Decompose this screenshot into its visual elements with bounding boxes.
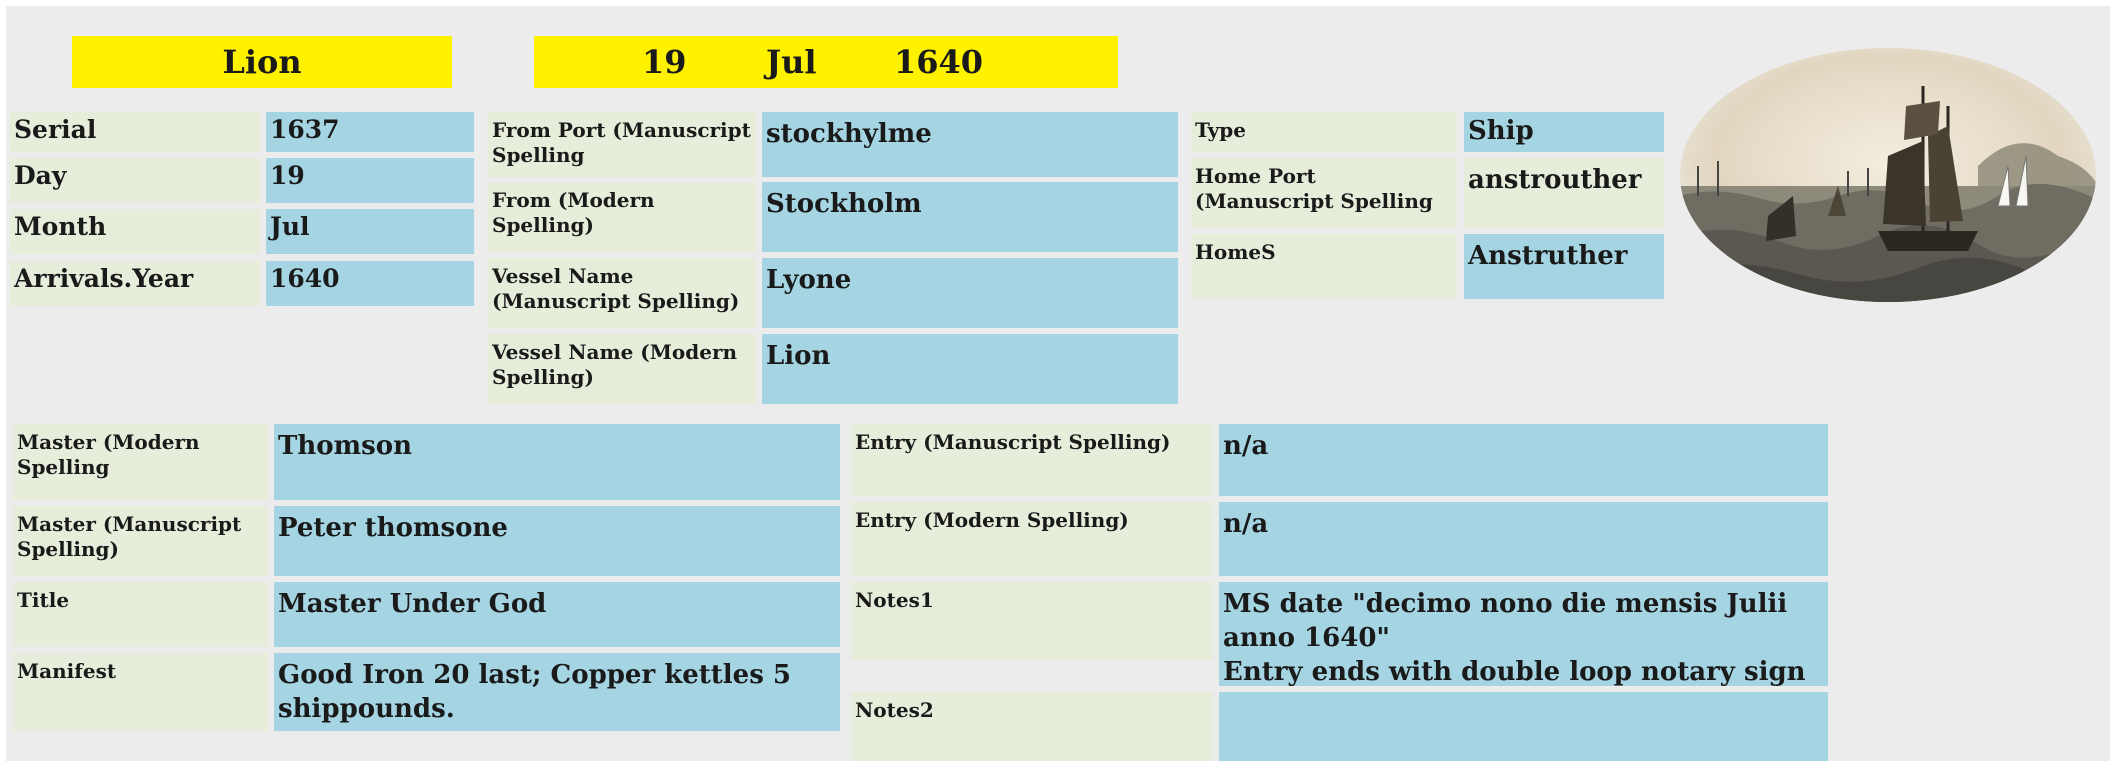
type-field[interactable]: Ship (1464, 112, 1664, 152)
entry-ms-label: Entry (Manuscript Spelling) (851, 424, 1213, 496)
master-modern-label: Master (Modern Spelling (13, 424, 268, 500)
notes2-field[interactable] (1219, 692, 1828, 761)
title-label: Title (13, 582, 268, 647)
vessel-modern-field[interactable]: Lion (762, 334, 1178, 404)
header-year: 1640 (894, 43, 984, 81)
header-day: 19 (642, 43, 687, 81)
manifest-field[interactable]: Good Iron 20 last; Copper kettles 5 shippounds. (274, 653, 840, 731)
homes-field[interactable]: Anstruther (1464, 234, 1664, 299)
entry-modern-field[interactable]: n/a (1219, 502, 1828, 576)
type-label: Type (1191, 112, 1457, 152)
entry-ms-field[interactable]: n/a (1219, 424, 1828, 496)
homes-label: HomeS (1191, 234, 1457, 299)
vessel-modern-label: Vessel Name (Modern Spelling) (488, 334, 756, 404)
notes1-field[interactable] (1219, 582, 1828, 686)
month-label: Month (10, 209, 260, 254)
notes1-line2: Entry ends with double loop notary sign (1223, 656, 1806, 687)
master-ms-field[interactable]: Peter thomsone (274, 506, 840, 576)
day-label: Day (10, 158, 260, 203)
ship-at-sea-image (1678, 46, 2098, 304)
year-label: Arrivals.Year (10, 261, 260, 306)
serial-label: Serial (10, 112, 260, 152)
record-form (6, 6, 2110, 761)
ship-illustration (1678, 46, 2098, 304)
vessel-ms-field[interactable]: Lyone (762, 258, 1178, 328)
master-modern-field[interactable]: Thomson (274, 424, 840, 500)
master-ms-label: Master (Manuscript Spelling) (13, 506, 268, 576)
from-port-ms-field[interactable]: stockhylme (762, 112, 1178, 177)
entry-modern-label: Entry (Modern Spelling) (851, 502, 1213, 576)
header-vessel-name (72, 36, 452, 88)
notes1-line1: MS date "decimo nono die mensis Julii anno 1640" (1223, 589, 1788, 653)
year-field[interactable]: 1640 (266, 261, 474, 306)
from-modern-label: From (Modern Spelling) (488, 182, 756, 252)
header-vessel-text: Lion (222, 43, 302, 81)
month-field[interactable]: Jul (266, 209, 474, 254)
notes1-label: Notes1 (851, 582, 1213, 660)
title-field[interactable]: Master Under God (274, 582, 840, 647)
serial-field[interactable]: 1637 (266, 112, 474, 152)
home-port-ms-field[interactable]: anstrouther (1464, 158, 1664, 228)
manifest-label: Manifest (13, 653, 268, 731)
day-field[interactable]: 19 (266, 158, 474, 203)
vessel-ms-label: Vessel Name (Manuscript Spelling) (488, 258, 756, 328)
from-modern-field[interactable]: Stockholm (762, 182, 1178, 252)
notes2-label: Notes2 (851, 692, 1213, 761)
header-date-bar (534, 36, 1118, 88)
from-port-ms-label: From Port (Manuscript Spelling (488, 112, 756, 177)
header-month: Jul (766, 43, 817, 81)
home-port-ms-label: Home Port (Manuscript Spelling (1191, 158, 1457, 228)
